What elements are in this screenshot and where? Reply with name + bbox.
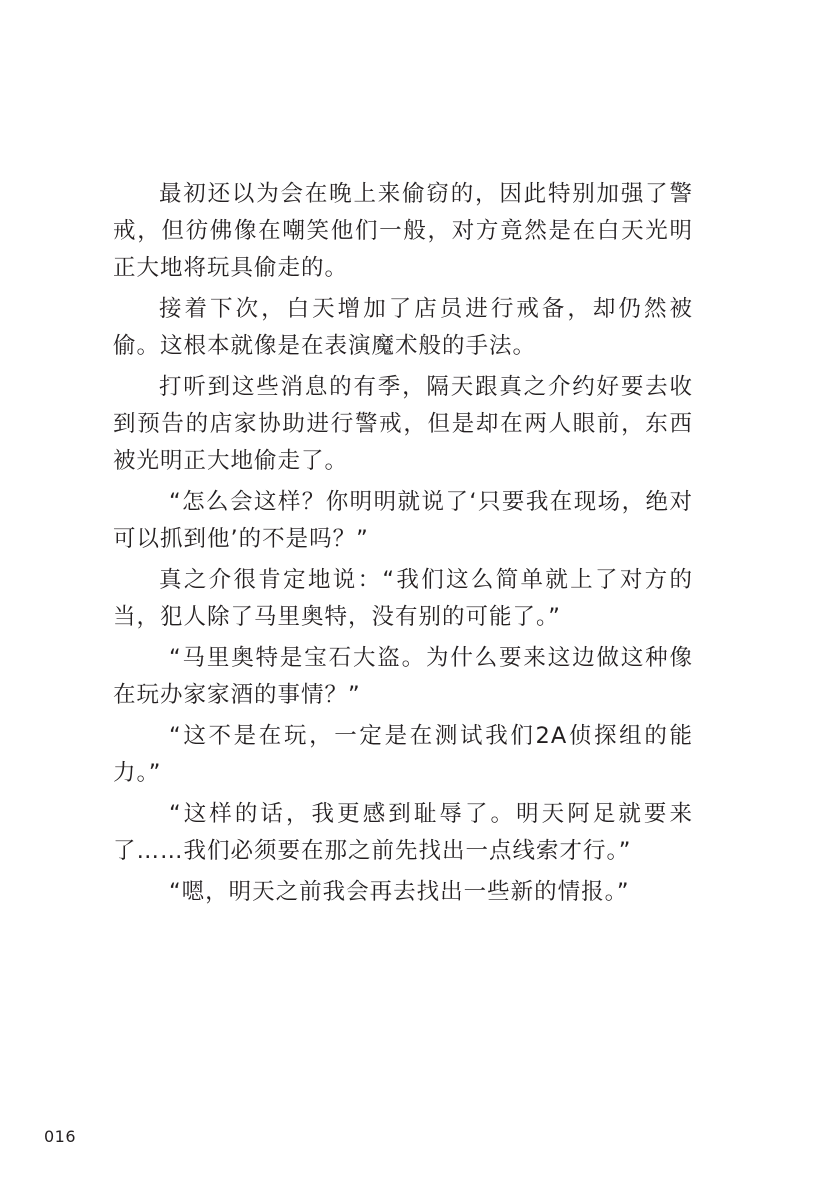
paragraph-3: 打听到这些消息的有季，隔天跟真之介约好要去收到预告的店家协助进行警戒，但是却在两人眼前，东西被光明正大地偷走了。 <box>113 374 693 474</box>
paragraph-9: “嗯，明天之前我会再去找出一些新的情报。” <box>169 879 630 905</box>
paragraph-1: 最初还以为会在晚上来偷窃的，因此特别加强了警戒，但彷佛像在嘲笑他们一般，对方竟然是在白天光明正大地将玩具偷走的。 <box>113 181 693 281</box>
paragraph-6: “马里奥特是宝石大盗。为什么要来这边做这种像在玩办家家酒的事情？” <box>113 645 693 708</box>
page-number: 016 <box>44 1127 77 1146</box>
paragraph-5: 真之介很肯定地说：“我们这么简单就上了对方的当，犯人除了马里奥特，没有别的可能了。” <box>113 567 693 630</box>
paragraph-2: 接着下次，白天增加了店员进行戒备，却仍然被偷。这根本就像是在表演魔术般的手法。 <box>113 296 693 359</box>
paragraph-8: “这样的话，我更感到耻辱了。明天阿足就要来了……我们必须要在那之前先找出一点线索才行。” <box>113 801 693 864</box>
paragraph-4: “怎么会这样？你明明就说了‘只要我在现场，绝对可以抓到他’的不是吗？” <box>113 489 693 552</box>
paragraph-7: “这不是在玩，一定是在测试我们2A侦探组的能力。” <box>113 723 693 786</box>
body-text <box>113 176 693 915</box>
